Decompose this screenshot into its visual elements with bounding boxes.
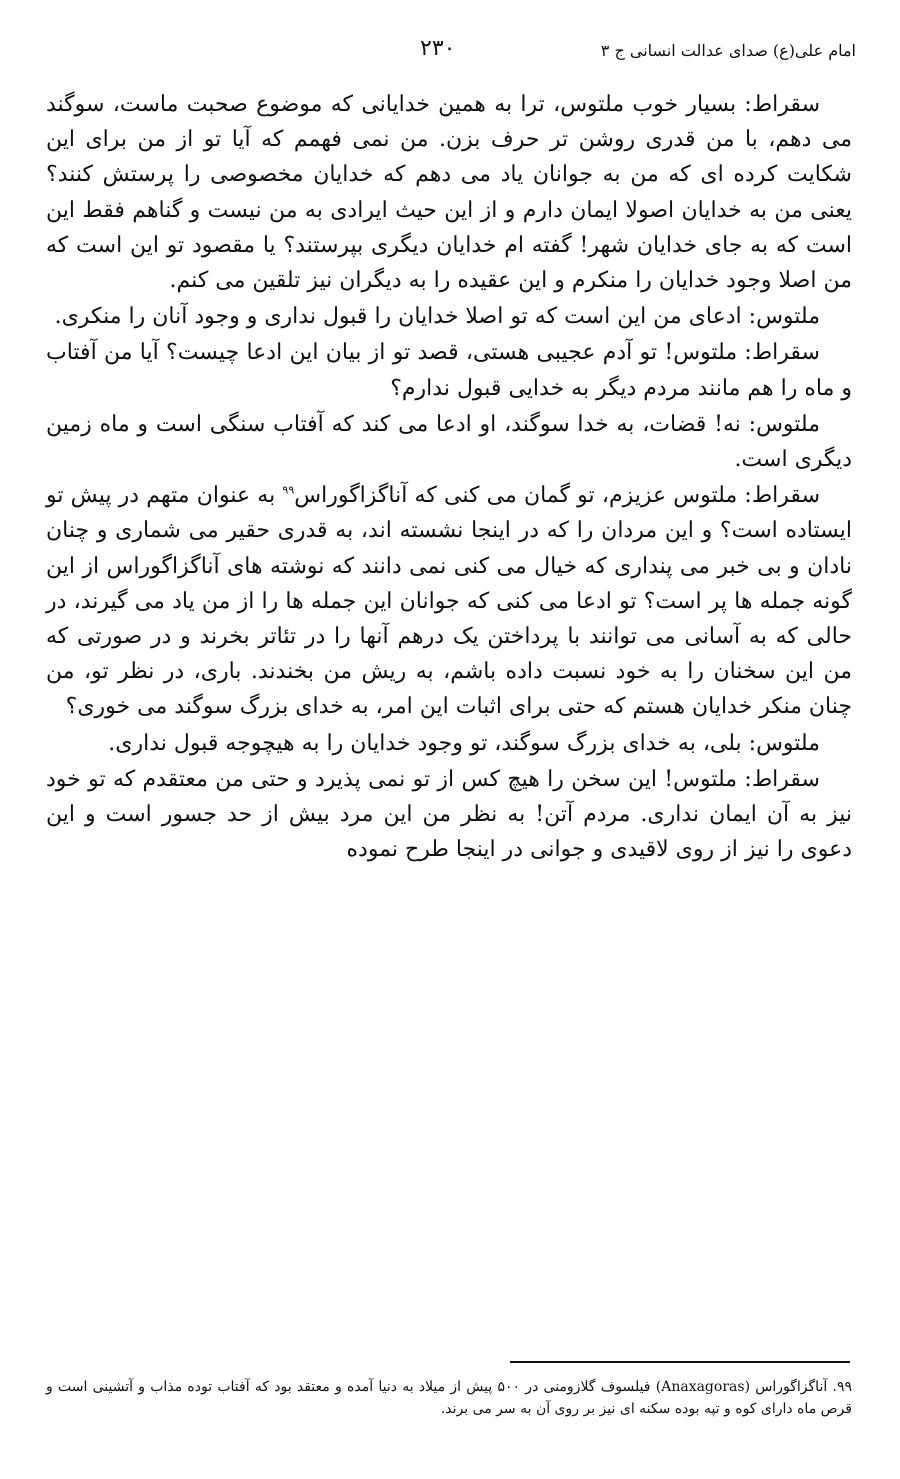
footnote: [46, 1376, 852, 1420]
footnote-marker: ۹۹: [282, 483, 295, 497]
paragraph-socrates-3-start: سقراط: ملتوس عزیزم، تو گمان می کنی که آناگزاگوراس: [294, 483, 820, 509]
paragraph-socrates-3-rest: به عنوان متهم در پیش تو ایستاده است؟ و این مردان را که در اینجا نشسته اند، به قدری حقیر می شماری و چنان نادان و بی خبر می پنداری که خیال می کنی نمی دانند که نوشته های آناگزاگوراس از این گونه جمله ها پر است؟ تو ادعا می کنی که جوانان این جمله ها را از من یاد می گیرند، در حالی که به آسانی می توانند با پرداختن یک درهم آنها را در تئاتر بخرند و در صورتی که من این سخنان را به خود نسبت داده باشم، به ریش من بخندند. باری، در نظر تو، من چنان منکر خدایان هستم که حتی برای اثبات این امر، به خدای بزرگ سوگند می خوری؟: [46, 483, 852, 720]
paragraph-meletus-2: ملتوس: نه! قضات، به خدا سوگند، او ادعا می کند که آفتاب سنگی است و ماه زمین دیگری است.: [46, 411, 852, 473]
paragraph-socrates-2: سقراط: ملتوس! تو آدم عجیبی هستی، قصد تو از بیان این ادعا چیست؟ آیا من آفتاب و ماه را هم مانند مردم دیگر به خدایی قبول ندارم؟: [46, 340, 852, 401]
paragraph-socrates-3: [46, 478, 852, 724]
body-text: [46, 87, 852, 868]
running-title: امام علی(ع) صدای عدالت انسانی ج ۳: [600, 41, 856, 60]
footnote-number: ۹۹.: [832, 1379, 852, 1395]
paragraph-meletus-3: ملتوس: بلی، به خدای بزرگ سوگند، تو وجود خدایان را به هیچوجه قبول نداری.: [108, 730, 820, 756]
paragraph-meletus-1: ملتوس: ادعای من این است که تو اصلا خدایان را قبول نداری و وجود آنان را منکری.: [54, 304, 820, 330]
footnote-divider: [510, 1361, 850, 1363]
paragraph-socrates-4: سقراط: ملتوس! این سخن را هیچ کس از تو نمی پذیرد و حتی من معتقدم که تو خود نیز به آن ایمان نداری. مردم آتن! به نظر من این مرد بیش از حد جسور است و این دعوی را نیز از روی لاقیدی و جوانی در اینجا طرح نموده: [46, 766, 852, 863]
page-number: ۲۳۰: [420, 36, 456, 61]
footnote-text: آناگزاگوراس (Anaxagoras) فیلسوف گلازومنی در ۵۰۰ پیش از میلاد به دنیا آمده و معتقد بود که آفتاب توده مذاب و آتشینی است و قرص ماه دارای کوه و تپه بوده سکنه ای نیز بر روی آن به سر می برند.: [46, 1379, 852, 1417]
paragraph-socrates-1: سقراط: بسیار خوب ملتوس، ترا به همین خدایانی که موضوع صحبت ماست، سوگند می دهم، با من قدری روشن تر حرف بزن. من نمی فهمم که آیا تو از من برای این شکایت کرده ای که من به جوانان یاد می دهم که خدایان مخصوصی را پرستش کنند؟ یعنی من به خدایان اصولا ایمان دارم و از این حیث ایرادی به من نیست و گناهم فقط این است که به جای خدایان شهر! گفته ام خدایان دیگری بپرستند؟ یا مقصود تو این است که من اصلا وجود خدایان را منکرم و این عقیده را به دیگران نیز تلقین می کنم.: [46, 92, 852, 294]
